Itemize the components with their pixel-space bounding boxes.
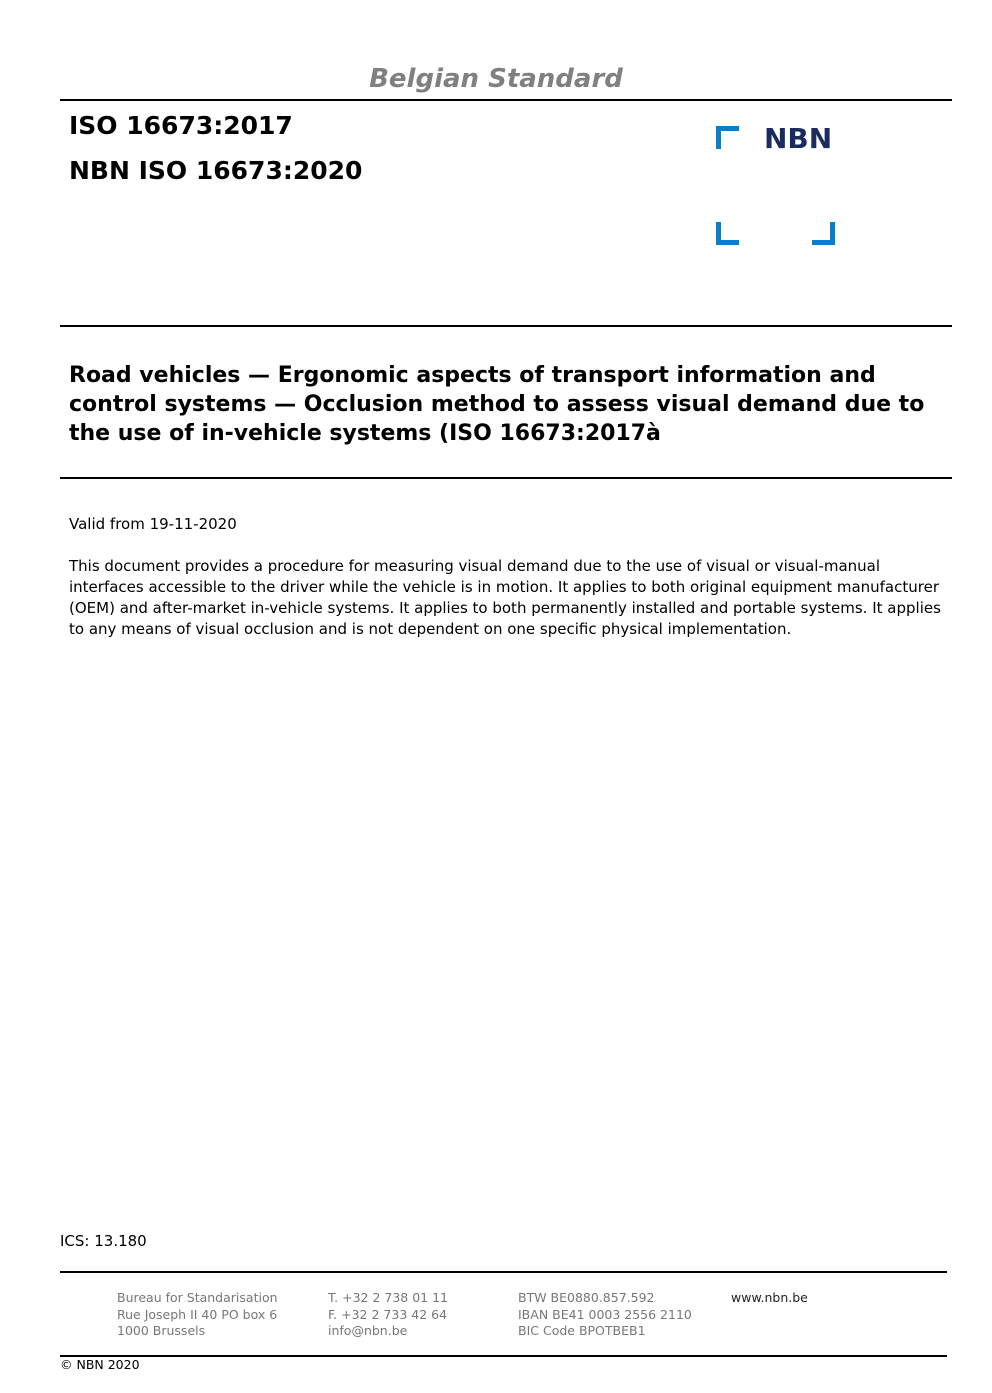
banner-title: Belgian Standard xyxy=(369,64,623,94)
nbn-code: NBN ISO 16673:2020 xyxy=(69,156,363,185)
phone-number: T. +32 2 738 01 11 xyxy=(328,1290,448,1305)
valid-from: Valid from 19-11-2020 xyxy=(69,515,237,533)
logo-text: NBN xyxy=(764,124,833,155)
footer-contact xyxy=(328,1290,448,1340)
footer-top-divider xyxy=(60,1271,947,1273)
nbn-logo xyxy=(716,124,840,248)
nbn-bracket-logo-icon xyxy=(716,124,840,248)
footer-website xyxy=(731,1290,808,1307)
bic-code: BIC Code BPOTBEB1 xyxy=(518,1323,646,1338)
header-divider xyxy=(60,99,952,101)
footer-bottom-divider xyxy=(60,1355,947,1357)
website-link[interactable]: www.nbn.be xyxy=(731,1290,808,1305)
ics-code: ICS: 13.180 xyxy=(60,1232,147,1250)
address-line: Bureau for Standarisation xyxy=(117,1290,278,1305)
scope-paragraph: This document provides a procedure for measuring visual demand due to the use of visual or visual-manual interfaces accessible to the driver while the vehicle is in motion. It applies to both original equipment manufacturer (OEM) and after-market in-vehicle systems. It applies to both permanently installed and portable systems. It applies to any means of visual occlusion and is not dependent on one specific physical implementation. xyxy=(69,557,941,638)
footer-bank xyxy=(518,1290,692,1340)
fax-number: F. +32 2 733 42 64 xyxy=(328,1306,448,1322)
email-link[interactable]: info@nbn.be xyxy=(328,1323,408,1338)
iso-code: ISO 16673:2017 xyxy=(69,111,293,140)
copyright: © NBN 2020 xyxy=(60,1357,140,1372)
iban-number: IBAN BE41 0003 2556 2110 xyxy=(518,1306,692,1322)
address-line: Rue Joseph II 40 PO box 6 xyxy=(117,1306,278,1322)
document-title: Road vehicles — Ergonomic aspects of transport information and control systems — Occlusion method to assess visual demand due to the use of in-vehicle systems (ISO 16673:2017à xyxy=(69,363,925,446)
footer-address xyxy=(117,1290,278,1340)
address-line: 1000 Brussels xyxy=(117,1323,206,1338)
vat-number: BTW BE0880.857.592 xyxy=(518,1290,655,1305)
title-bottom-divider xyxy=(60,477,952,479)
title-top-divider xyxy=(60,325,952,327)
